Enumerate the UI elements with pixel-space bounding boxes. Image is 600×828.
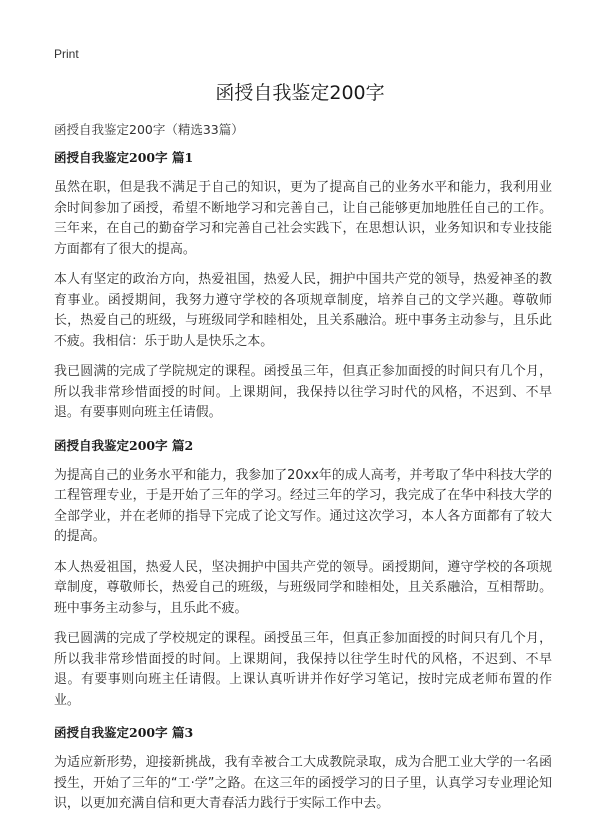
paragraph: 本人有坚定的政治方向，热爱祖国，热爱人民，拥护中国共产党的领导，热爱神圣的教育事业。函授期间，我努力遵守学校的各项规章制度，培养自己的文学兴趣。尊敬师长，热爱自己的班级，与班级同学和睦相处，且关系融洽。班中事务主动参与，且乐此不疲。我相信：乐于助人是快乐之本。 <box>54 272 552 349</box>
section-3 <box>54 724 552 815</box>
paragraph: 本人热爱祖国，热爱人民，坚决拥护中国共产党的领导。函授期间，遵守学校的各项规章制度，尊敬师长，热爱自己的班级，与班级同学和睦相处，且关系融洽，互相帮助。班中事务主动参与，且乐此不疲。 <box>54 559 552 616</box>
paragraph: 为提高自己的业务水平和能力，我参加了20xx年的成人高考，并考取了华中科技大学的工程管理专业，于是开始了三年的学习。经过三年的学习，我完成了在华中科技大学的全部学业，并在老师的指导下完成了论文写作。通过这次学习，本人各方面都有了较大的提高。 <box>54 467 552 544</box>
paragraph: 我已圆满的完成了学院规定的课程。函授虽三年，但真正参加面授的时间只有几个月，所以我非常珍惜面授的时间。上课期间，我保持以往学习时代的风格，不迟到、不早退。有要事则向班主任请假。 <box>54 364 552 420</box>
print-link[interactable]: Print <box>54 47 79 61</box>
paragraph: 虽然在职，但是我不满足于自己的知识，更为了提高自己的业务水平和能力，我利用业余时间参加了函授，希望不断地学习和完善自己，让自己能够更加地胜任自己的工作。三年来，在自己的勤奋学习和完善自己社会实践下，在思想认识，业务知识和专业技能方面都有了很大的提高。 <box>54 180 552 257</box>
section-heading: 函授自我鉴定200字 篇1 <box>54 150 194 165</box>
page-title: 函授自我鉴定200字 <box>215 82 385 104</box>
paragraph: 为适应新形势，迎接新挑战，我有幸被合工大成教院录取，成为合肥工业大学的一名函授生，开始了三年的“工·学”之路。在这三年的函授学习的日子里，认真学习专业理论知识，以更加充满自信和更大青春活力践行于实际工作中去。 <box>54 755 552 811</box>
document-body <box>54 121 552 825</box>
section-heading: 函授自我鉴定200字 篇3 <box>54 725 194 740</box>
section-1 <box>54 149 552 424</box>
paragraph: 我已圆满的完成了学校规定的课程。函授虽三年，但真正参加面授的时间只有几个月，所以我非常珍惜面授的时间。上课期间，我保持以往学生时代的风格，不迟到、不早退。有要事则向班主任请假。上课认真听讲并作好学习笔记，按时完成老师布置的作业。 <box>54 631 552 708</box>
document-subtitle: 函授自我鉴定200字（精选33篇） <box>54 122 244 137</box>
section-2 <box>54 437 552 712</box>
section-heading: 函授自我鉴定200字 篇2 <box>54 437 194 453</box>
